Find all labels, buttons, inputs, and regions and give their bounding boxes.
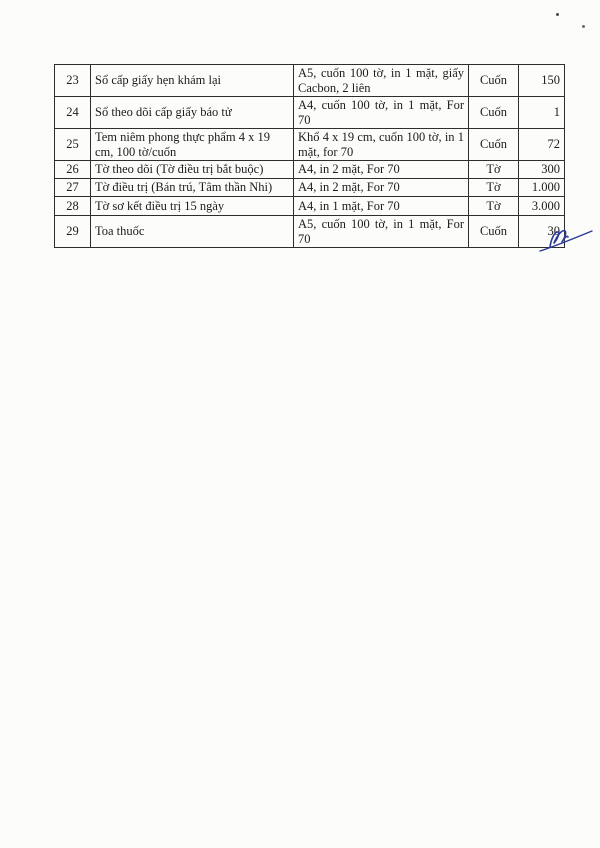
row-number-cell: 29: [55, 216, 91, 248]
item-spec-cell: Khổ 4 x 19 cm, cuốn 100 tờ, in 1 mặt, for 70: [294, 129, 469, 161]
quantity-cell: 30: [519, 216, 565, 248]
quantity-cell: 300: [519, 161, 565, 179]
item-spec-cell: A4, cuốn 100 tờ, in 1 mặt, For 70: [294, 97, 469, 129]
quantity-cell: 1.000: [519, 179, 565, 197]
item-name-cell: Sổ theo dõi cấp giấy báo tử: [91, 97, 294, 129]
unit-cell: Cuốn: [469, 129, 519, 161]
item-name-cell: Tờ điều trị (Bán trú, Tâm thần Nhi): [91, 179, 294, 197]
item-spec-cell: A5, cuốn 100 tờ, in 1 mặt, For 70: [294, 216, 469, 248]
quantity-cell: 72: [519, 129, 565, 161]
unit-cell: Tờ: [469, 179, 519, 197]
row-number-cell: 26: [55, 161, 91, 179]
item-name-cell: Tem niêm phong thực phẩm 4 x 19 cm, 100 tờ/cuốn: [91, 129, 294, 161]
row-number-cell: 27: [55, 179, 91, 197]
item-spec-cell: A4, in 2 mặt, For 70: [294, 179, 469, 197]
quantity-cell: 150: [519, 65, 565, 97]
item-name-cell: Tờ theo dõi (Tờ điều trị bắt buộc): [91, 161, 294, 179]
table-row: [55, 161, 565, 179]
row-number-cell: 23: [55, 65, 91, 97]
quantity-cell: 3.000: [519, 197, 565, 216]
item-name-cell: Toa thuốc: [91, 216, 294, 248]
table-row: [55, 216, 565, 248]
supplies-table: [54, 64, 565, 248]
row-number-cell: 24: [55, 97, 91, 129]
unit-cell: Tờ: [469, 197, 519, 216]
table-row: [55, 197, 565, 216]
handwritten-initials-signature: [537, 223, 595, 257]
item-name-cell: Tờ sơ kết điều trị 15 ngày: [91, 197, 294, 216]
scan-speck: [556, 13, 559, 16]
table-row: [55, 97, 565, 129]
row-number-cell: 25: [55, 129, 91, 161]
table-row: [55, 179, 565, 197]
item-name-cell: Sổ cấp giấy hẹn khám lại: [91, 65, 294, 97]
unit-cell: Cuốn: [469, 65, 519, 97]
scan-speck: [582, 25, 585, 28]
table-row: [55, 65, 565, 97]
item-spec-cell: A4, in 1 mặt, For 70: [294, 197, 469, 216]
unit-cell: Tờ: [469, 161, 519, 179]
table-row: [55, 129, 565, 161]
unit-cell: Cuốn: [469, 97, 519, 129]
row-number-cell: 28: [55, 197, 91, 216]
unit-cell: Cuốn: [469, 216, 519, 248]
quantity-cell: 1: [519, 97, 565, 129]
item-spec-cell: A5, cuốn 100 tờ, in 1 mặt, giấy Cacbon, 2 liên: [294, 65, 469, 97]
item-spec-cell: A4, in 2 mặt, For 70: [294, 161, 469, 179]
